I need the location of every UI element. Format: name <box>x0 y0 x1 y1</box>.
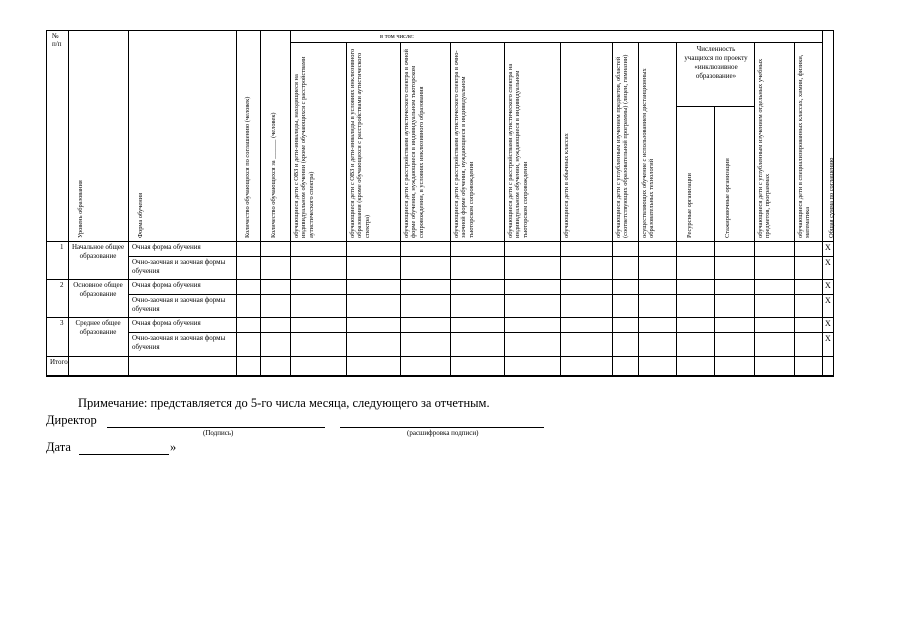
column-line <box>794 42 795 377</box>
col-sub-header-2: обучающиеся дети с ОВЗ и дети-инвалиды в условиях инклюзивного образования (кроме обучающихся с расстройствами аутистического спектра) <box>349 48 371 238</box>
column-line <box>128 30 129 377</box>
column-line <box>450 42 451 377</box>
column-line <box>260 30 261 377</box>
row-level: Основное общее образование <box>73 281 123 298</box>
date-label: Дата <box>46 440 71 454</box>
column-line <box>822 30 823 377</box>
report-table <box>46 30 833 376</box>
column-line <box>638 42 639 377</box>
col-advanced-header: обучающиеся дети с углубленным изучением отдельных учебных предметов, программах <box>757 58 772 238</box>
total-mark: X <box>825 319 831 328</box>
col-specialized-header: обучающиеся дети в специализированных классах, химии, физики, математика <box>797 54 812 238</box>
decoding-line <box>340 427 544 428</box>
col-sub-header-3: обучающиеся дети с расстройствами аутистического спектра в очной форме обучения, нуждающиеся в индивидуальном тьюторском сопровождении, в условиях инклюзивного образования <box>403 49 425 238</box>
row-num: 1 <box>60 243 64 251</box>
including-line <box>290 42 823 43</box>
row-level: Среднее общее образование <box>75 319 121 336</box>
col-sub-header-6: обучающиеся дети в обычных классах <box>563 133 570 238</box>
total-mark: X <box>825 258 831 267</box>
director-label: Директор <box>46 413 97 427</box>
column-line <box>346 42 347 377</box>
col-resource-header: Ресурсные организации <box>686 173 693 238</box>
col-sub-header-4: обучающиеся дети с расстройствами аутистического спектра в очно-заочной форме обучения, нуждающиеся в индивидуальном тьюторском сопровождении <box>453 50 475 238</box>
row-form: Очная форма обучения <box>132 319 201 327</box>
table-border-top <box>46 30 834 31</box>
row-num: 2 <box>60 281 64 289</box>
total-mark: X <box>825 281 831 290</box>
col-total-header: Общая сумма по соглашению <box>828 157 835 238</box>
col-count-period-header: Количество обучающихся за ______ (человек) <box>270 112 277 238</box>
column-line <box>560 42 561 377</box>
col-form-header: Форма обучения <box>137 192 144 238</box>
column-line <box>676 42 677 377</box>
column-line <box>290 30 291 377</box>
row-form: Очная форма обучения <box>132 243 201 251</box>
col-sub-header-7: обучающиеся дети с углубленным изучением предметов, областей (соответствующих образовательной программы) (лицеи, гимназии) <box>615 54 630 238</box>
row-level: Начальное общее образование <box>71 243 125 260</box>
row-line <box>46 279 834 280</box>
col-internship-header: Стажировочные организации <box>724 158 731 238</box>
table-border-bottom <box>46 376 834 377</box>
total-mark: X <box>825 243 831 252</box>
row-line <box>46 317 834 318</box>
total-mark: X <box>825 334 831 343</box>
row-num: 3 <box>60 319 64 327</box>
column-line <box>236 30 237 377</box>
col-level-header: Уровень образования <box>77 180 84 238</box>
signature-line <box>107 427 325 428</box>
date-line <box>79 454 169 455</box>
signature-caption: (Подпись) <box>203 429 234 437</box>
row-line <box>46 356 834 357</box>
col-sub-header-1: обучающиеся дети с ОВЗ и дети-инвалиды, находящиеся на индивидуальном обучении (кроме обучающихся с расстройствами аутистического спектра) <box>293 56 315 238</box>
total-row-label: Итого <box>50 358 68 366</box>
decoding-caption: (расшифровка подписи) <box>407 429 479 437</box>
col-sub-header-5: обучающиеся дети с расстройствами аутистического спектра на индивидуальном обучении, нуждающиеся в индивидуальном тьюторском сопровождении <box>507 63 529 238</box>
row-line <box>128 256 834 257</box>
row-form: Очно-заочная и заочная формы обучения <box>132 296 226 313</box>
date-close: » <box>170 440 177 454</box>
column-line <box>68 30 69 377</box>
row-line <box>128 332 834 333</box>
total-mark: X <box>825 296 831 305</box>
column-line <box>612 42 613 377</box>
project-group-header: Численность учащихся по проекту «инклюзивное образование» <box>684 45 748 80</box>
project-group-line <box>676 106 755 107</box>
column-line <box>714 106 715 377</box>
col-sub-header-8: осуществляющих обучение с использованием дистанционных образовательных технологий <box>641 68 656 238</box>
row-form: Очно-заочная и заочная формы обучения <box>132 334 226 351</box>
table-border-left <box>46 30 47 377</box>
header-bottom-line <box>46 241 834 242</box>
footer-note: Примечание: представляется до 5-го числа месяца, следующего за отчетным. <box>78 396 490 410</box>
column-line <box>754 42 755 377</box>
col-num-header: № п/п <box>52 32 62 48</box>
col-count-agreement-header: Количество обучающихся по соглашению (человек) <box>244 96 251 238</box>
total-row-line <box>46 375 834 376</box>
column-line <box>400 42 401 377</box>
row-line <box>128 294 834 295</box>
row-form: Очно-заочная и заочная формы обучения <box>132 258 226 275</box>
including-header: в том числе: <box>380 33 414 40</box>
column-line <box>504 42 505 377</box>
row-form: Очная форма обучения <box>132 281 201 289</box>
